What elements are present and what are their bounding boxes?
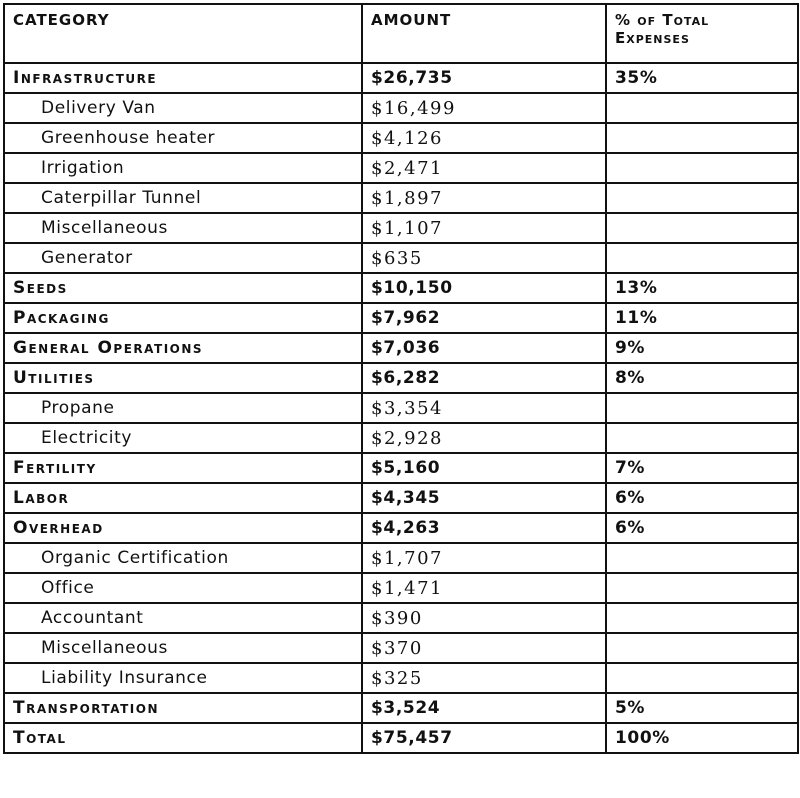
- category-row: [4, 303, 798, 333]
- percent-cell: [606, 393, 798, 423]
- category-row: [4, 273, 798, 303]
- amount-cell: $325: [362, 663, 606, 693]
- percent-cell: 6%: [606, 483, 798, 513]
- amount-cell: $2,928: [362, 423, 606, 453]
- amount-cell: $5,160: [362, 453, 606, 483]
- category-cell: Seeds: [4, 273, 362, 303]
- category-cell: Miscellaneous: [4, 213, 362, 243]
- subcategory-row: [4, 153, 798, 183]
- category-row: [4, 63, 798, 93]
- amount-cell: $370: [362, 633, 606, 663]
- category-cell: Fertility: [4, 453, 362, 483]
- percent-cell: [606, 123, 798, 153]
- amount-cell: $2,471: [362, 153, 606, 183]
- subcategory-row: [4, 243, 798, 273]
- amount-cell: $4,345: [362, 483, 606, 513]
- percent-cell: 7%: [606, 453, 798, 483]
- percent-cell: [606, 213, 798, 243]
- subcategory-row: [4, 213, 798, 243]
- percent-cell: 5%: [606, 693, 798, 723]
- amount-cell: $75,457: [362, 723, 606, 753]
- table-header-row: [4, 4, 798, 63]
- percent-cell: 9%: [606, 333, 798, 363]
- category-cell: Overhead: [4, 513, 362, 543]
- category-row: [4, 333, 798, 363]
- category-cell: Transportation: [4, 693, 362, 723]
- subcategory-row: [4, 603, 798, 633]
- category-cell: Greenhouse heater: [4, 123, 362, 153]
- amount-cell: $1,107: [362, 213, 606, 243]
- amount-cell: $6,282: [362, 363, 606, 393]
- percent-cell: [606, 663, 798, 693]
- category-row: [4, 723, 798, 753]
- category-cell: Infrastructure: [4, 63, 362, 93]
- percent-cell: [606, 603, 798, 633]
- amount-cell: $390: [362, 603, 606, 633]
- amount-cell: $4,263: [362, 513, 606, 543]
- percent-cell: 35%: [606, 63, 798, 93]
- amount-cell: $4,126: [362, 123, 606, 153]
- category-cell: Electricity: [4, 423, 362, 453]
- amount-cell: $3,524: [362, 693, 606, 723]
- category-cell: Office: [4, 573, 362, 603]
- subcategory-row: [4, 423, 798, 453]
- category-cell: Propane: [4, 393, 362, 423]
- category-cell: Irrigation: [4, 153, 362, 183]
- category-row: [4, 513, 798, 543]
- category-cell: Accountant: [4, 603, 362, 633]
- percent-cell: 13%: [606, 273, 798, 303]
- subcategory-row: [4, 663, 798, 693]
- category-cell: Total: [4, 723, 362, 753]
- subcategory-row: [4, 123, 798, 153]
- category-row: [4, 363, 798, 393]
- amount-cell: $10,150: [362, 273, 606, 303]
- subcategory-row: [4, 573, 798, 603]
- category-cell: Utilities: [4, 363, 362, 393]
- subcategory-row: [4, 183, 798, 213]
- header-percent-label: % of Total Expenses: [615, 11, 710, 47]
- category-cell: Labor: [4, 483, 362, 513]
- header-amount: AMOUNT: [362, 4, 606, 63]
- percent-cell: [606, 183, 798, 213]
- category-cell: General Operations: [4, 333, 362, 363]
- amount-cell: $26,735: [362, 63, 606, 93]
- category-cell: Packaging: [4, 303, 362, 333]
- expenses-table-body: [4, 4, 798, 753]
- percent-cell: 6%: [606, 513, 798, 543]
- category-cell: Liability Insurance: [4, 663, 362, 693]
- expenses-table: [3, 3, 799, 754]
- category-cell: Generator: [4, 243, 362, 273]
- percent-cell: 11%: [606, 303, 798, 333]
- percent-cell: [606, 93, 798, 123]
- percent-cell: 100%: [606, 723, 798, 753]
- category-row: [4, 483, 798, 513]
- category-cell: Miscellaneous: [4, 633, 362, 663]
- category-cell: Delivery Van: [4, 93, 362, 123]
- percent-cell: [606, 423, 798, 453]
- percent-cell: [606, 543, 798, 573]
- amount-cell: $1,707: [362, 543, 606, 573]
- amount-cell: $3,354: [362, 393, 606, 423]
- percent-cell: [606, 153, 798, 183]
- percent-cell: [606, 573, 798, 603]
- header-category: CATEGORY: [4, 4, 362, 63]
- category-cell: Organic Certification: [4, 543, 362, 573]
- amount-cell: $1,897: [362, 183, 606, 213]
- category-row: [4, 453, 798, 483]
- subcategory-row: [4, 633, 798, 663]
- amount-cell: $7,036: [362, 333, 606, 363]
- amount-cell: $1,471: [362, 573, 606, 603]
- amount-cell: $16,499: [362, 93, 606, 123]
- percent-cell: 8%: [606, 363, 798, 393]
- amount-cell: $7,962: [362, 303, 606, 333]
- subcategory-row: [4, 543, 798, 573]
- subcategory-row: [4, 93, 798, 123]
- category-cell: Caterpillar Tunnel: [4, 183, 362, 213]
- header-percent: [606, 4, 798, 63]
- percent-cell: [606, 633, 798, 663]
- amount-cell: $635: [362, 243, 606, 273]
- category-row: [4, 693, 798, 723]
- subcategory-row: [4, 393, 798, 423]
- percent-cell: [606, 243, 798, 273]
